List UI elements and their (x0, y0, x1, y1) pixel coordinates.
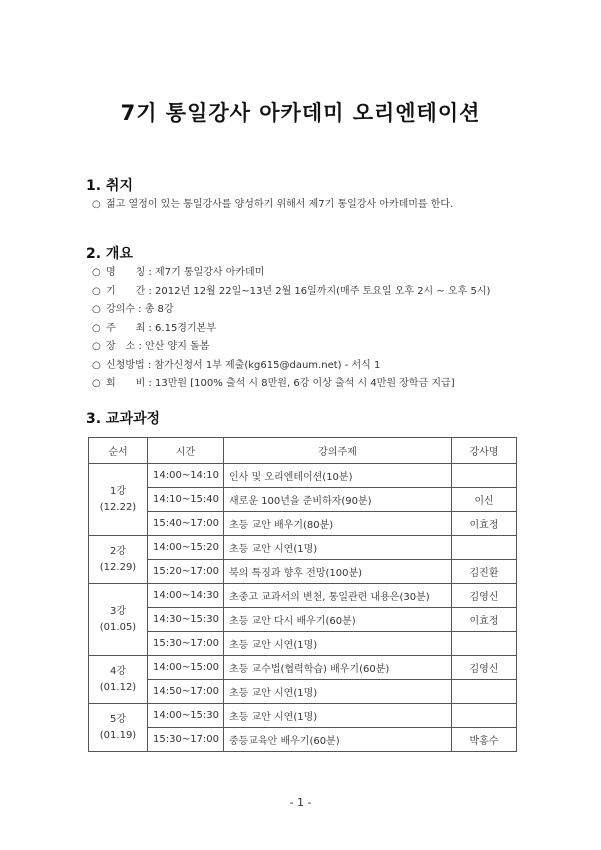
overview-item-text: 장 소 : 안산 양지 돌봄 (106, 341, 210, 352)
column-header-time: 시간 (148, 438, 224, 464)
topic-cell: 초등 교안 시연(1명) (224, 536, 452, 560)
table-row (89, 488, 517, 512)
bullet-circle: ○ (92, 359, 101, 371)
session-date: (01.12) (99, 681, 137, 693)
overview-item (92, 263, 264, 278)
time-cell: 14:00~15:30 (148, 704, 224, 728)
bullet-circle: ○ (92, 267, 101, 278)
topic-cell: 초등 교안 배우기(80분) (224, 512, 452, 536)
overview-item (92, 300, 174, 315)
section-heading-overview: 2. 개요 (86, 246, 133, 262)
table-row (89, 680, 517, 704)
column-header-topic: 강의주제 (224, 438, 452, 464)
table-row (89, 704, 517, 728)
table-row (89, 608, 517, 632)
curriculum-table (88, 437, 517, 752)
document-title: 7기 통일강사 아카데미 오리엔테이션 (120, 101, 481, 125)
bullet-circle: ○ (92, 304, 101, 315)
time-cell: 15:20~17:00 (148, 560, 224, 584)
overview-item-text: 회 비 : 13만원 [100% 출석 시 8만원, 6강 이상 출석 시 4만원 장학금 지급] (106, 378, 455, 389)
table-row (89, 464, 517, 488)
overview-item (92, 282, 490, 297)
bullet-circle: ○ (92, 199, 101, 210)
session-date: (01.05) (99, 621, 137, 633)
page-number: - 1 - (289, 796, 312, 809)
lecturer-cell (452, 680, 517, 704)
topic-cell: 초등 교안 시연(1명) (224, 632, 452, 656)
purpose-line (92, 195, 453, 210)
session-cell (89, 704, 148, 752)
lecturer-cell: 김진환 (452, 560, 517, 584)
session-label: 4강 (109, 665, 127, 677)
time-cell: 14:50~17:00 (148, 680, 224, 704)
section-heading-purpose: 1. 취지 (86, 178, 133, 194)
topic-cell: 초등 교안 시연(1명) (224, 680, 452, 704)
session-label: 2강 (109, 545, 127, 557)
bullet-circle: ○ (92, 378, 101, 389)
lecturer-cell: 박홍수 (452, 728, 517, 752)
topic-cell: 북의 특징과 향후 전망(100분) (224, 560, 452, 584)
session-label: 5강 (109, 713, 127, 725)
time-cell: 14:00~14:10 (148, 464, 224, 488)
session-date: (12.29) (99, 561, 137, 573)
time-cell: 14:00~14:30 (148, 584, 224, 608)
session-cell (89, 536, 148, 584)
topic-cell: 새로운 100년을 준비하자(90분) (224, 488, 452, 512)
time-cell: 14:10~15:40 (148, 488, 224, 512)
bullet-circle: ○ (92, 322, 101, 334)
table-header-row (89, 438, 517, 464)
session-cell (89, 464, 148, 536)
table-row (89, 512, 517, 536)
topic-cell: 초등 교수법(협력학습) 배우기(60분) (224, 656, 452, 680)
lecturer-cell: 이신 (452, 488, 517, 512)
time-cell: 15:40~17:00 (148, 512, 224, 536)
overview-item-text: 명 칭 : 제7기 통일강사 아카데미 (106, 267, 265, 278)
table-row (89, 584, 517, 608)
curriculum-table-body (89, 464, 517, 752)
session-date: (12.22) (99, 501, 137, 513)
time-cell: 15:30~17:00 (148, 632, 224, 656)
overview-item (92, 356, 380, 371)
time-cell: 14:00~15:00 (148, 656, 224, 680)
column-header-order: 순서 (89, 438, 148, 464)
time-cell: 15:30~17:00 (148, 728, 224, 752)
table-row (89, 656, 517, 680)
session-cell (89, 656, 148, 704)
overview-item (92, 337, 209, 352)
topic-cell: 초등 교안 다시 배우기(60분) (224, 608, 452, 632)
overview-item-text: 신청방법 : 참가신청서 1부 제출(kg615@daum.net) - 서식 1 (106, 359, 381, 371)
lecturer-cell (452, 536, 517, 560)
section-heading-curriculum: 3. 교과과정 (86, 411, 161, 427)
bullet-circle: ○ (92, 285, 101, 297)
lecturer-cell (452, 704, 517, 728)
overview-item (92, 319, 216, 334)
lecturer-cell: 김영신 (452, 656, 517, 680)
column-header-lecturer: 강사명 (452, 438, 517, 464)
table-row (89, 632, 517, 656)
table-row (89, 560, 517, 584)
overview-item-text: 주 최 : 6.15경기본부 (106, 322, 216, 334)
table-row (89, 728, 517, 752)
lecturer-cell: 이효정 (452, 608, 517, 632)
overview-item (92, 374, 455, 389)
table-row (89, 536, 517, 560)
overview-item-text: 기 간 : 2012년 12월 22일~13년 2월 16일까지(매주 토요일 오후 2시 ~ 오후 5시) (106, 285, 491, 297)
lecturer-cell: 이효정 (452, 512, 517, 536)
time-cell: 14:00~15:20 (148, 536, 224, 560)
session-cell (89, 584, 148, 656)
topic-cell: 인사 및 오리엔테이션(10분) (224, 464, 452, 488)
purpose-text: 젊고 열정이 있는 통일강사를 양성하기 위해서 제7기 통일강사 아카데미를 한다. (106, 199, 454, 210)
time-cell: 14:30~15:30 (148, 608, 224, 632)
topic-cell: 초중고 교과서의 변천, 통일관련 내용은(30분) (224, 584, 452, 608)
bullet-circle: ○ (92, 341, 101, 352)
session-date: (01.19) (99, 729, 137, 741)
topic-cell: 초등 교안 시연(1명) (224, 704, 452, 728)
overview-item-text: 강의수 : 총 8강 (106, 304, 174, 315)
session-label: 3강 (109, 605, 127, 617)
topic-cell: 중등교육안 배우기(60분) (224, 728, 452, 752)
lecturer-cell: 김영신 (452, 584, 517, 608)
session-label: 1강 (109, 485, 127, 497)
lecturer-cell (452, 464, 517, 488)
lecturer-cell (452, 632, 517, 656)
